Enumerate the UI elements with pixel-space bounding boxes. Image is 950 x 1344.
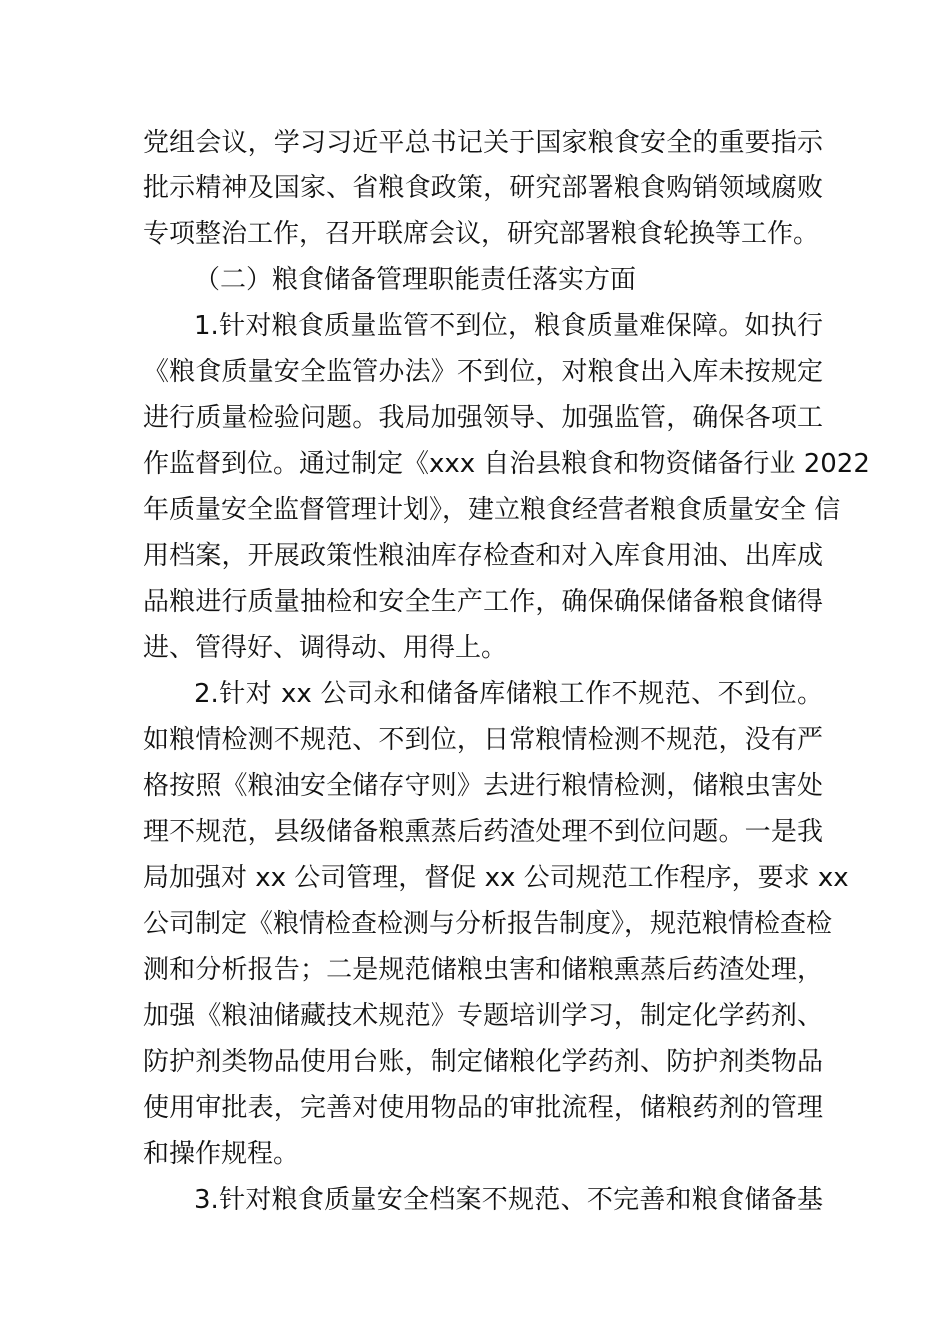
- body-text-line: 1.针对粮食质量监管不到位，粮食质量难保障。如执行: [194, 311, 823, 341]
- body-text-line: 防护剂类物品使用台账，制定储粮化学药剂、防护剂类物品: [143, 1047, 823, 1077]
- body-text-line: 品粮进行质量抽检和安全生产工作，确保确保储备粮食储得: [143, 587, 823, 617]
- body-text-line: 如粮情检测不规范、不到位，日常粮情检测不规范，没有严: [143, 725, 823, 755]
- body-text-line: 使用审批表，完善对使用物品的审批流程，储粮药剂的管理: [143, 1093, 823, 1123]
- body-text-line: 党组会议，学习习近平总书记关于国家粮食安全的重要指示: [143, 128, 823, 158]
- body-text-line: 《粮食质量安全监管办法》不到位，对粮食出入库未按规定: [143, 357, 823, 387]
- body-text-line: 作监督到位。通过制定《xxx 自治县粮食和物资储备行业 2022: [143, 449, 870, 479]
- body-text-line: 专项整治工作，召开联席会议，研究部署粮食轮换等工作。: [143, 219, 820, 249]
- section-heading: （二）粮食储备管理职能责任落实方面: [194, 265, 637, 295]
- body-text-line: 进、管得好、调得动、用得上。: [143, 633, 508, 663]
- body-text-line: 进行质量检验问题。我局加强领导、加强监管，确保各项工: [143, 403, 823, 433]
- body-text-line: 测和分析报告；二是规范储粮虫害和储粮熏蒸后药渣处理，: [143, 955, 823, 985]
- body-text-line: 2.针对 xx 公司永和储备库储粮工作不规范、不到位。: [194, 679, 823, 709]
- body-text-line: 格按照《粮油安全储存守则》去进行粮情检测，储粮虫害处: [143, 771, 823, 801]
- body-text-line: 公司制定《粮情检查检测与分析报告制度》，规范粮情检查检: [143, 909, 833, 939]
- body-text-line: 加强《粮油储藏技术规范》专题培训学习，制定化学药剂、: [143, 1001, 823, 1031]
- body-text-line: 批示精神及国家、省粮食政策，研究部署粮食购销领域腐败: [143, 173, 823, 203]
- body-text-line: 年质量安全监督管理计划》，建立粮食经营者粮食质量安全 信: [143, 495, 841, 525]
- body-text-line: 用档案，开展政策性粮油库存检查和对入库食用油、出库成: [143, 541, 823, 571]
- body-text-line: 和操作规程。: [143, 1139, 300, 1169]
- body-text-line: 3.针对粮食质量安全档案不规范、不完善和粮食储备基: [194, 1185, 823, 1215]
- body-text-line: 理不规范，县级储备粮熏蒸后药渣处理不到位问题。一是我: [143, 817, 823, 847]
- body-text-line: 局加强对 xx 公司管理，督促 xx 公司规范工作程序，要求 xx: [143, 863, 849, 893]
